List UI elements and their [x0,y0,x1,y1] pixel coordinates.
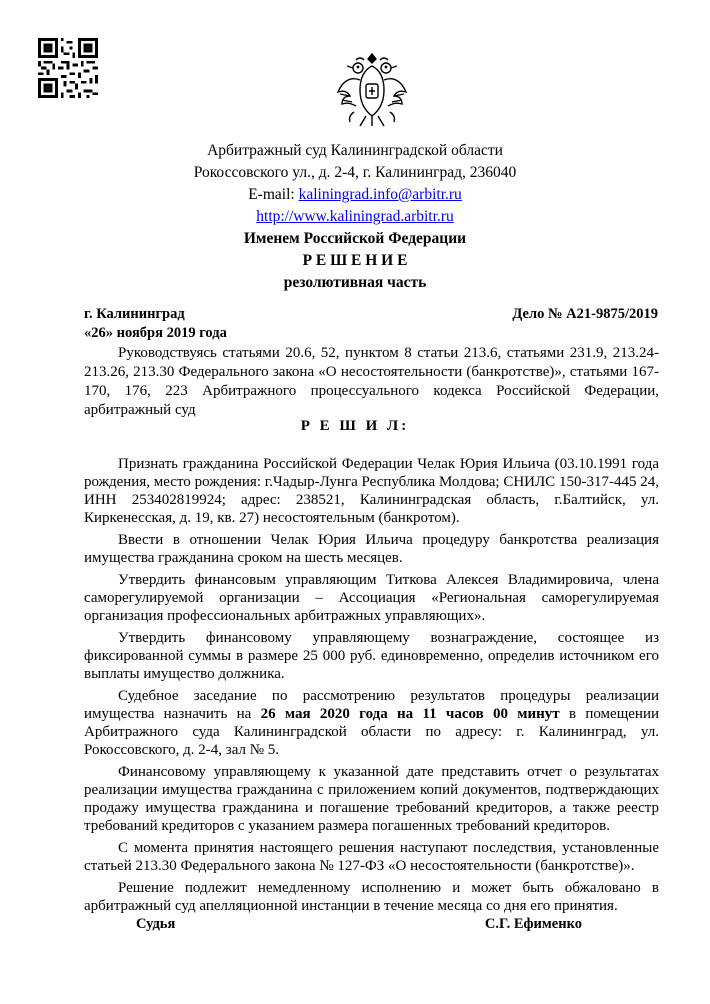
preamble: Руководствуясь статьями 20.6, 52, пунктом 8 статьи 213.6, статьями 231.9, 213.24-213.26, 213.30 Федерального закона «О несостоятельности (банкротстве)», статьями 167-170, 176, 223 Арбитражного процессуального кодекса Российской Федерации, арбитражный суд [84,345,659,418]
decision-date: «26» ноября 2019 года [84,325,227,341]
case-meta-row [84,306,658,323]
hearing-text-before: Судебное заседание по рассмотрению результатов процедуры реализации имущества назначить на [84,688,659,722]
paragraph-recognize-bankrupt: Признать гражданина Российской Федерации Челак Юрия Ильича (03.10.1991 года рождения, место рождения: г.Чадыр-Лунга Республика Молдова; СНИЛС 150-317-445 24, ИНН 253402819924; адрес: 238521, Калининградская область, г.Балтийск, ул. Киркенесская, д. 19, кв. 27) несостоятельным (банкротом). [84,456,659,526]
in-the-name-heading: Именем Российской Федерации [243,230,467,247]
paragraph-consequences: С момента принятия настоящего решения наступают последствия, установленные статьей 213.30 Федерального закона № 127-ФЗ «О несостоятельности (банкротстве)». [84,840,659,874]
paragraph-remuneration: Утвердить финансовому управляющему вознаграждение, состоящее из фиксированной суммы в размере 25 000 руб. единовременно, определив источником его выплаты имущество должника. [84,630,659,682]
website-link[interactable]: http://www.kaliningrad.arbitr.ru [256,208,454,225]
coat-of-arms-emblem [334,50,410,130]
court-website-line [0,206,710,228]
court-header [0,140,710,294]
court-name: Арбитражный суд Калининградской области [207,142,503,159]
signature-name: С.Г. Ефименко [484,916,582,932]
paragraph-introduce-procedure: Ввести в отношении Челак Юрия Ильича процедуру банкротства реализация имущества гражданина сроком на шесть месяцев. [84,532,659,566]
signature-role: Судья [136,916,176,932]
paragraph-appeal: Решение подлежит немедленному исполнению и может быть обжаловано в арбитражный суд апелляционной инстанции в течение месяца со дня его принятия. [84,880,659,914]
resolved-heading: Р Е Ш И Л: [300,418,410,434]
hearing-datetime: 26 мая 2020 года на 11 часов 00 минут [260,706,560,722]
case-number: Дело № А21-9875/2019 [512,306,658,322]
hearing-text-after: в помещении Арбитражного суда Калининградской области по адресу: г. Калининград, ул. Рокоссовского, д. 2-4, зал № 5. [84,706,659,758]
court-email-line [0,184,710,206]
paragraph-hearing-date [84,687,659,759]
email-link[interactable]: kaliningrad.info@arbitr.ru [298,186,462,203]
court-address: Рокоссовского ул., д. 2-4, г. Калининград, 236040 [193,164,517,181]
decision-subtitle: резолютивная часть [283,274,427,291]
city: г. Калининград [84,306,185,322]
decision-title: Р Е Ш Е Н И Е [302,252,408,269]
qr-code [38,38,98,98]
operative-part [84,455,659,915]
signature-row [136,916,582,933]
preamble-block [84,344,659,420]
paragraph-report: Финансовому управляющему к указанной дате представить отчет о результатах реализации имущества гражданина с приложением копий документов, подтверждающих продажу имущества гражданина и погашение требований кредиторов, а также реестр требований кредиторов с указанием размера погашенных требований кредиторов. [84,764,659,834]
paragraph-appoint-manager: Утвердить финансовым управляющим Титкова Алексея Владимировича, члена саморегулируемой организации – Ассоциация «Региональная саморегулируемая организация профессиональных арбитражных управляющих». [84,572,659,624]
email-label: E-mail: [248,186,299,203]
